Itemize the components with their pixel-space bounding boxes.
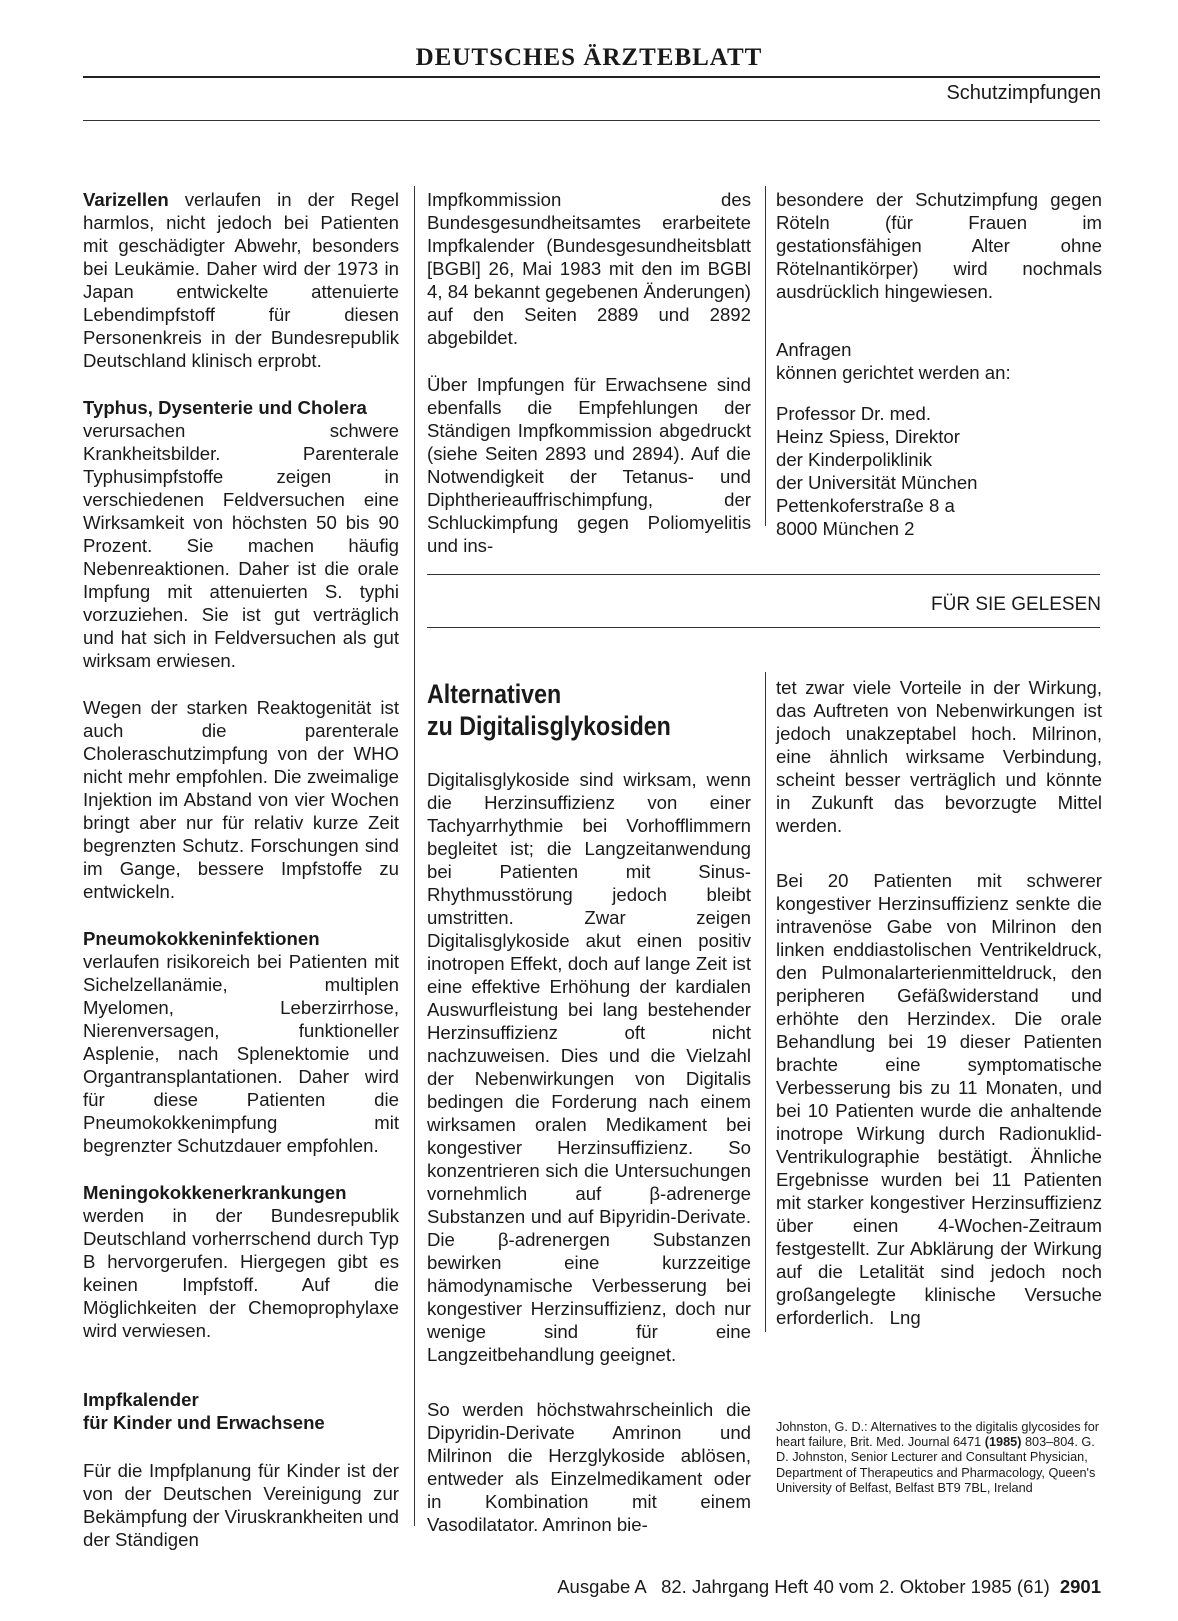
- article-title-line-1: Alternativen: [427, 679, 562, 709]
- article-paragraph-4: [776, 869, 1102, 1329]
- section-rule-bottom: [427, 627, 1100, 628]
- heading-impfkalender-l2: für Kinder und Erwachsene: [83, 1412, 325, 1433]
- address-line-5: Pettenkoferstraße 8 a: [776, 495, 955, 516]
- column-divider-2-upper: [765, 186, 766, 526]
- address-line-4: der Universität München: [776, 472, 978, 493]
- article-paragraph-4-text: Bei 20 Patienten mit schwerer kongestiver Herzinsuffizienz senkte die intravenöse Gabe von Milrinon den linken enddiastolischen Ventrikeldruck, den Pulmonalarterienmitteldruck, den peripheren Gefäßwiderstand und erhöhte den Herzindex. Die orale Behandlung bei 19 dieser Patienten brachte eine symptomatische Verbesserung bis zu 11 Monaten, und bei 10 Patienten wurde die anhaltende inotrope Wirkung durch Radionuklid-Ventrikulographie bestätigt. Ähnliche Ergebnisse wurden bei 11 Patienten mit starker kongestiver Herzinsuffizienz über einen 4-Wochen-Zeitraum festgestellt. Zur Abklärung der Wirkung auf die Letalität sind jedoch noch großangelegte klinische Versuche erforderlich.: [776, 870, 1102, 1328]
- article-title-line-2: zu Digitalisglykosiden: [427, 711, 671, 741]
- paragraph-typhus: [83, 396, 399, 672]
- section-title: Schutzimpfungen: [946, 82, 1101, 104]
- meningokokken-text: werden in der Bundesrepublik Deutschland vorherrschend durch Typ B hervorgerufen. Hiergegen gibt es keinen Impfstoff. Auf die Möglichkeiten der Chemoprophylaxe wird verwiesen.: [83, 1205, 399, 1341]
- section-label-fuer-sie-gelesen: FÜR SIE GELESEN: [931, 594, 1101, 615]
- heading-impfkalender-l1: Impfkalender: [83, 1389, 199, 1410]
- address-block: [776, 402, 1102, 540]
- address-line-3: der Kinderpoliklinik: [776, 449, 933, 470]
- column-divider-1: [414, 186, 415, 1526]
- contact-line-1: Anfragen: [776, 339, 852, 360]
- address-line-6: 8000 München 2: [776, 518, 915, 539]
- header-rule-bottom: [83, 120, 1100, 121]
- paragraph-roeteln: besondere der Schutzimpfung gegen Röteln (für Frauen im gestationsfähigen Alter ohne Rötelnantikörper) wird nochmals ausdrücklich hingewiesen.: [776, 189, 1102, 302]
- article-paragraph-2: So werden höchstwahrscheinlich die Dipyridin-Derivate Amrinon und Milrinon die Herzglykoside ablösen, entweder als Einzelmedikament oder in Kombination mit einem Vasodilatator. Amrinon bie-: [427, 1399, 751, 1535]
- header-rule-top: [83, 76, 1100, 78]
- article-paragraph-1: Digitalisglykoside sind wirksam, wenn die Herzinsuffizienz von einer Tachyarrhythmie bei Vorhofflimmern begleitet ist; die Langzeitanwendung bei Patienten mit Sinus-Rhythmusstörung jedoch bleibt umstritten. Zwar zeigen Digitalisglykoside akut einen positiv inotropen Effekt, doch auf lange Zeit ist eine effektive Erhöhung der kardialen Auswurfleistung bei lang bestehender Herzinsuffizienz oft nicht nachzuweisen. Dies und die Vielzahl der Nebenwirkungen von Digitalis bedingen die Forderung nach einem wirksamen oralen Medikament bei kongestiver Herzinsuffizienz. So konzentrieren sich die Untersuchungen vornehmlich auf β-adrenerge Substanzen und auf Bipyridin-Derivate. Die β-adrenergen Substanzen bewirken eine kurzzeitige hämodynamische Verbesserung bei kongestiver Herzinsuffizienz, doch nur wenige sind für eine Langzeitbehandlung geeignet.: [427, 769, 751, 1365]
- reference-text-a: Johnston, G. D.: Alternatives to the digitalis glycosides for heart failure, Brit. Med. Journal 6471: [776, 1420, 1099, 1450]
- column-3: [776, 188, 1102, 540]
- page-footer: [557, 1576, 1101, 1598]
- column-1: [83, 188, 399, 1575]
- paragraph-varizellen: [83, 188, 399, 372]
- page-number: 2901: [1059, 1576, 1101, 1597]
- footer-issue: Ausgabe A 82. Jahrgang Heft 40 vom 2. Oktober 1985 (61): [557, 1576, 1050, 1597]
- masthead: DEUTSCHES ÄRZTEBLATT: [415, 44, 763, 71]
- article-paragraph-3: tet zwar viele Vorteile in der Wirkung, das Auftreten von Nebenwirkungen ist jedoch unakzeptabel hoch. Milrinon, eine ähnlich wirksame Verbindung, scheint besser verträglich und könnte in Zukunft das bevorzugte Mittel werden.: [776, 677, 1102, 836]
- term-varizellen: Varizellen: [83, 189, 169, 210]
- author-signature: Lng: [889, 1307, 921, 1328]
- heading-impfkalender: [83, 1388, 399, 1434]
- heading-meningokokken: Meningokokkenerkrankungen: [83, 1182, 347, 1203]
- article-title: [427, 678, 671, 742]
- paragraph-cholera: Wegen der starken Reaktogenität ist auch die parenterale Choleraschutzimpfung von der WHO nicht mehr empfohlen. Die zweimalige Injektion im Abstand von vier Wochen bringt aber nur für relativ kurze Zeit begrenzten Schutz. Forschungen sind im Gange, bessere Impfstoffe zu entwickeln.: [83, 697, 399, 902]
- paragraph-erwachsene: Über Impfungen für Erwachsene sind ebenfalls die Empfehlungen der Ständigen Impfkommission abgedruckt (siehe Seiten 2893 und 2894). Auf die Notwendigkeit der Tetanus- und Diphtherieauffrischimpfung, der Schluckimpfung gegen Poliomyelitis und ins-: [427, 374, 751, 556]
- paragraph-impfplanung: Für die Impfplanung für Kinder ist der von der Deutschen Vereinigung zur Bekämpfung der Viruskrankheiten und der Ständigen: [83, 1460, 399, 1550]
- address-line-1: Professor Dr. med.: [776, 403, 931, 424]
- section-rule-top: [427, 574, 1100, 575]
- varizellen-text: verlaufen in der Regel harmlos, nicht jedoch bei Patienten mit geschädigter Abwehr, besonders bei Leukämie. Daher wird der 1973 in Japan entwickelte attenuierte Lebendimpfstoff für diesen Personenkreis in der Bundesrepublik Deutschland klinisch erprobt.: [83, 189, 399, 371]
- typhus-text: verursachen schwere Krankheitsbilder. Parenterale Typhusimpfstoffe zeigen in verschiedenen Feldversuchen eine Wirksamkeit von höchsten 50 bis 90 Prozent. Sie machen häufig Nebenreaktionen. Daher ist die orale Impfung mit attenuierten S. typhi vorzuziehen. Sie ist gut verträglich und hat sich in Feldversuchen als gut wirksam erwiesen.: [83, 420, 399, 671]
- contact-line-2: können gerichtet werden an:: [776, 362, 1011, 383]
- term-pneumokokken: Pneumokokkeninfektionen: [83, 928, 320, 949]
- article-column-2: [776, 676, 1102, 1353]
- heading-typhus: Typhus, Dysenterie und Cholera: [83, 397, 367, 418]
- address-line-2: Heinz Spiess, Direktor: [776, 426, 960, 447]
- column-divider-2-lower: [765, 672, 766, 1332]
- reference-citation: [776, 1420, 1102, 1496]
- paragraph-meningokokken: [83, 1181, 399, 1342]
- reference-text-b: 803–804. G. D. Johnston, Senior Lecturer and Consultant Physician, Department of Therapeutics and Pharmacology, Queen's University of Belfast, Belfast BT9 7BL, Ireland: [776, 1435, 1096, 1495]
- paragraph-impfkommission: Impfkommission des Bundesgesundheitsamtes erarbeitete Impfkalender (Bundesgesundheitsblatt [BGBl] 26, Mai 1983 mit den im BGBl 4, 84 bekannt gegebenen Änderungen) auf den Seiten 2889 und 2892 abgebildet.: [427, 189, 751, 348]
- article-column-1: [427, 768, 751, 1560]
- reference-year: (1985): [984, 1435, 1022, 1450]
- column-2: [427, 188, 751, 581]
- pneumokokken-text: verlaufen risikoreich bei Patienten mit Sichelzellanämie, multiplen Myelomen, Leberzirrhose, Nierenversagen, funktioneller Asplenie, nach Splenektomie und Organtransplantationen. Daher wird für diese Patienten die Pneumokokkenimpfung mit begrenzter Schutzdauer empfohlen.: [83, 951, 399, 1156]
- paragraph-pneumokokken: [83, 927, 399, 1157]
- contact-note: [776, 338, 1102, 384]
